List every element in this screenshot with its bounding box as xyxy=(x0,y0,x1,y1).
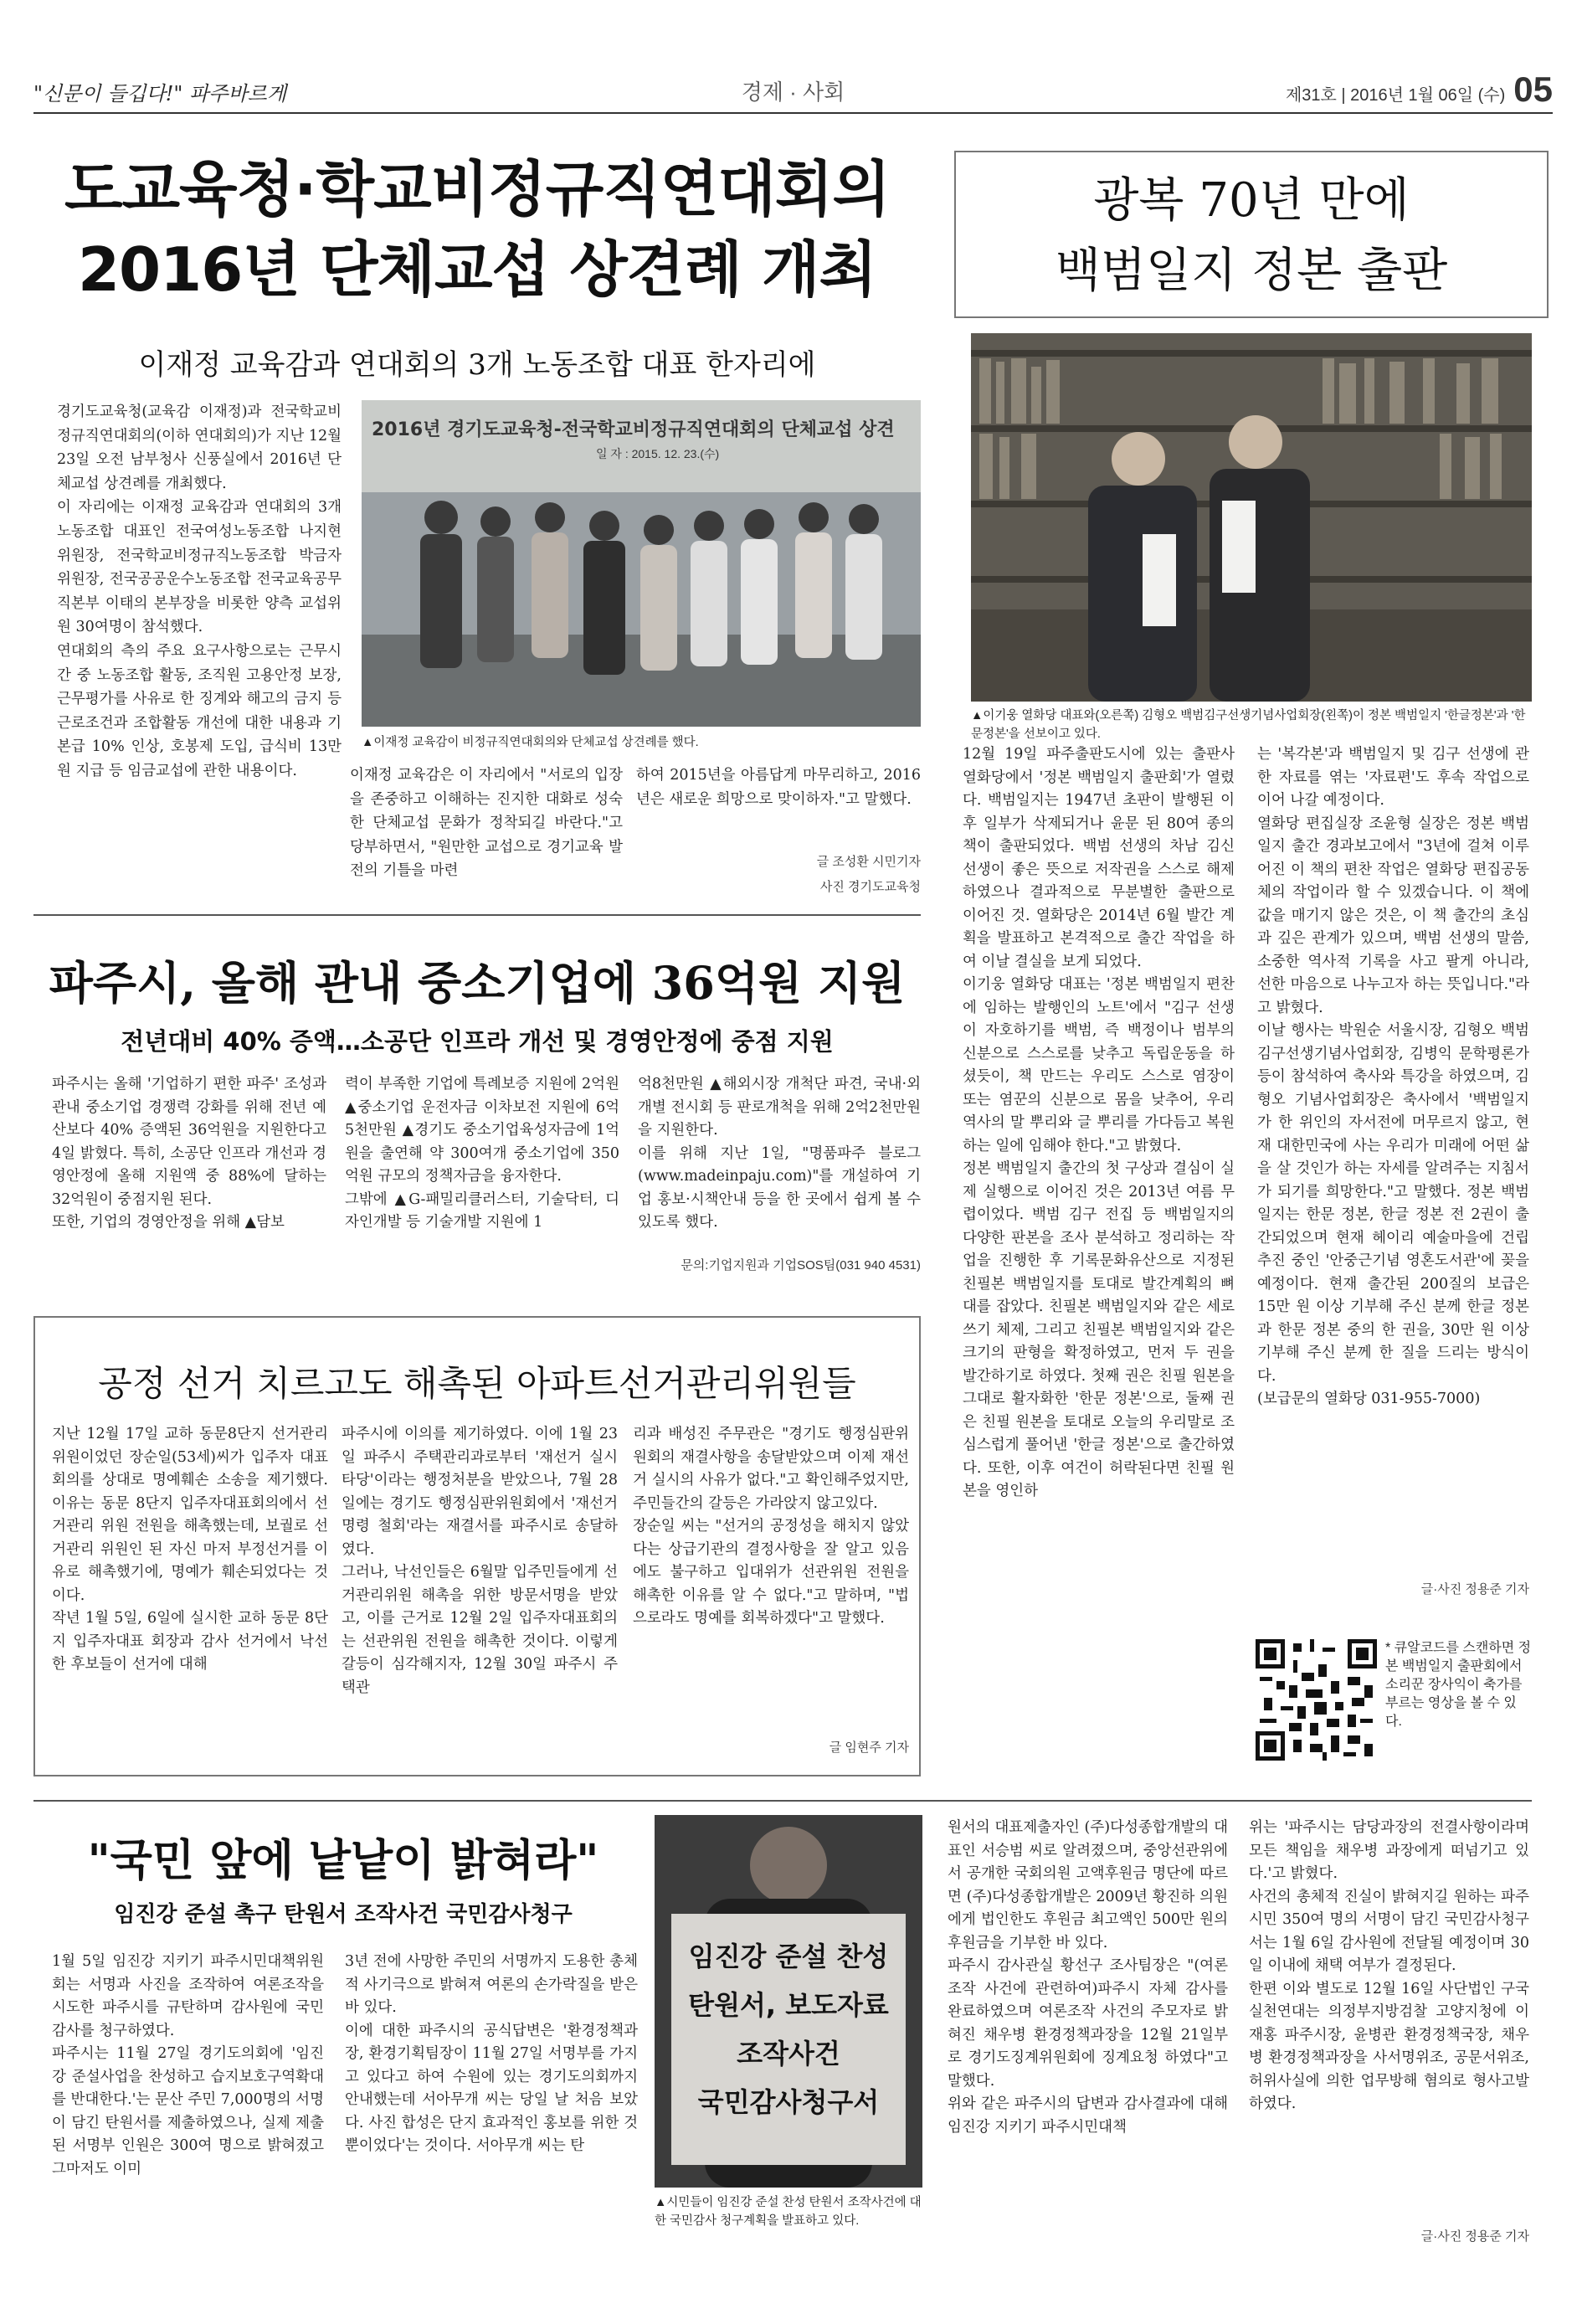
article1-photo xyxy=(362,400,921,727)
article1-title-line1: 도교육청·학교비정규직연대회의 xyxy=(64,154,891,224)
article4-title-line1: 광복 70년 만에 xyxy=(1093,173,1410,228)
article3-credit: 글 임현주 기자 xyxy=(829,1740,909,1755)
banner-text: 2016년 경기도교육청-전국학교비정규직연대회의 단체교섭 상견 xyxy=(372,419,895,440)
page-header xyxy=(33,65,1553,114)
issue-info xyxy=(1285,69,1553,109)
article2-col1: 파주시는 올해 '기업하기 편한 파주' 조성과 관내 중소기업 경쟁력 강화를 위해 전년 예산보다 40% 증액된 36억원을 지원한다고 4일 밝혔다. 특히, 소공단 인프라 개선과 경영안정에 올해 지원액 중 88%에 달하는 32억원이 중점지원 된다. 또한, 기업의 경영안정을 위해 ▲담보 xyxy=(52,1076,326,1231)
sign-line3: 조작사건 xyxy=(737,2038,840,2069)
article5-col1: 1월 5일 임진강 지키기 파주시민대책위원회는 서명과 사진을 조작하여 여론조작을 시도한 파주시를 규탄하며 감사원에 국민감사를 청구하였다. 파주시는 11월 27일 경기도의회에 '임진강 준설사업을 찬성하고 습지보호구역확대를 반대한다.'는 문산 주민 7,000명의 서명이 담긴 탄원서를 제출하였으나, 실제 제출된 서명부 인원은 300여 명으로 밝혀졌고 그마저도 이미 xyxy=(52,1953,324,2177)
article2-subtitle: 전년대비 40% 증액…소공단 인프라 개선 및 경영안정에 중점 지원 xyxy=(121,1027,834,1056)
article2-contact: 문의:기업지원과 기업SOS팀(031 940 4531) xyxy=(681,1258,921,1273)
article4-photo-caption: ▲이기웅 열화당 대표와(오른쪽) 김형오 백범김구선생기념사업회장(왼쪽)이 정본 백범일지 '한글정본'과 '한문정본'을 선보이고 있다. xyxy=(971,709,1526,741)
qr-code-icon xyxy=(1256,1639,1377,1761)
article1-title-line2: 2016년 단체교섭 상견례 개최 xyxy=(77,234,877,305)
article3-title: 공정 선거 치르고도 해촉된 아파트선거관리위원들 xyxy=(98,1363,856,1404)
sign-line1: 임진강 준설 찬성 xyxy=(688,1941,889,1972)
article1-col3: 하여 2015년을 아름답게 마무리하고, 2016년은 새로운 희망으로 맞이하자."고 말했다. xyxy=(636,767,921,808)
article1-col2: 이재정 교육감은 이 자리에서 "서로의 입장을 존중하고 이해하는 진지한 대화로 성숙한 단체교섭 문화가 정착되길 바란다."고 당부하면서, "원만한 교섭으로 경기교육 발전의 기틀을 마련 xyxy=(350,767,623,880)
article4-col1: 12월 19일 파주출판도시에 있는 출판사 열화당에서 '정본 백범일지 출판회'가 열렸다. 백범일지는 1947년 초판이 발행된 이후 일부가 삭제되거나 윤문 된 80여 종의 책이 출판되었다. 백범 선생의 차남 김신 선생이 좋은 뜻으로 저작권을 스스로 해제하였으나 결과적으로 무분별한 출판으로 이어진 것. 열화당은 2014년 6월 발간 계획을 발표하고 본격적으로 출간 작업을 하여 이날 결실을 보게 되었다. 이기웅 열화당 대표는 '정본 백범일지 편찬에 임하는 발행인의 노트'에서 "김구 선생이 자호하기를 백범, 즉 백정이나 범부의 신분으로 스스로를 낮추고 독립운동을 하셨듯이, 책 만드는 우리도 스스로 염장이 또는 염꾼의 신분으로 몸을 낮추어, 우리 역사의 말 뿌리와 글 뿌리를 가다듬고 복원하는 일에 임해야 한다."고 밝혔다. 정본 백범일지 출간의 첫 구상과 결심이 실제 실행으로 이어진 것은 2013년 여름 무렵이었다. 백범 김구 전집 등 백범일지의 다양한 판본을 조사 분석하고 정리하는 작업을 진행한 후 기록문화유산으로 지정된 친필본 백범일지를 토대로 발간계획의 뼈대를 잡았다. 친필본 백범일지와 같은 세로쓰기 체제, 그리고 친필본 백범일지와 같은 크기의 판형을 확정하였고, 먼저 두 권을 발간하기로 하였다. 첫째 권은 친필 원본을 그대로 활자화한 '한문 정본'으로, 둘째 권은 친필 원본을 토대로 오늘의 우리말로 조심스럽게 풀어낸 '한글 정본'으로 출간하였다. 또한, 이후 여건이 허락된다면 친필 원본을 영인하 xyxy=(963,746,1235,1499)
article4-credit: 글·사진 정용준 기자 xyxy=(1420,1582,1529,1596)
article2-col2: 력이 부족한 기업에 특례보증 지원에 2억원 ▲중소기업 운전자금 이차보전 지원에 6억5천만원 ▲경기도 중소기업육성자금에 1억원을 출연해 약 300여개 중소기업에 350억원 규모의 정책자금을 융자한다. 그밖에 ▲G-패밀리클러스터, 기술닥터, 디자인개발 등 기술개발 지원에 1 xyxy=(345,1076,619,1231)
article1-col1: 경기도교육청(교육감 이재정)과 전국학교비정규직연대회의(이하 연대회의)가 지난 12월 23일 오전 남부청사 신풍실에서 2016년 단체교섭 상견례를 개최했다. 이 자리에는 이재정 교육감과 연대회의 3개 노동조합 대표인 전국여성노동조합 나지현 위원장, 전국학교비정규직노동조합 박금자 위원장, 전국공공운수노동조합 전국교육공무직본부 이태의 본부장을 비롯한 양측 교섭위원 30여명이 참석했다. 연대회의 측의 주요 요구사항으로는 근무시간 중 노동조합 활동, 조직원 고용안정 보장, 근무평가를 사유로 한 징계와 해고의 금지 등 근로조건과 조합활동 개선에 대한 내용과 기본급 10% 인상, 호봉제 도입, 급식비 13만원 지급 등 임금교섭에 관한 내용이다. xyxy=(57,404,342,779)
page-number: 05 xyxy=(1513,69,1553,109)
article1-credit-writer: 글 조성환 시민기자 xyxy=(816,855,921,869)
article4-photo xyxy=(971,333,1532,702)
article1-credit-photo: 사진 경기도교육청 xyxy=(819,880,921,894)
article4-col2: 는 '복각본'과 백범일지 및 김구 선생에 관한 자료를 엮는 '자료편'도 후속 작업으로 이어 나갈 예정이다. 열화당 편집실장 조윤형 실장은 정본 백범일지 출간 경과보고에서 "3년에 걸쳐 이루어진 이 책의 편찬 작업은 열화당 편집공동체의 작업이라 할 수 있겠습니다. 이 책에 값을 매기지 않은 것은, 이 책 출간의 초심과 깊은 관계가 있으며, 백범 선생의 말씀, 소중한 역사적 기록을 사고 팔게 아니라, 선한 마음으로 나누고자 하는 뜻입니다."라고 밝혔다. 이날 행사는 박원순 서울시장, 김형오 백범김구선생기념사업회장, 김병익 문학평론가 등이 참석하여 축사와 특강을 하였으며, 김형오 기념사업회장은 축사에서 '백범일지가 한 위인의 자서전에 머무르지 않고, 현재 대한민국에 사는 우리가 미래에 어떤 삶을 살 것인가 하는 자세를 알려주는 지침서가 되기를 희망한다."고 말했다. 정본 백범일지는 한문 정본, 한글 정본 전 2권이 출간되었으며 현재 헤이리 예술마을에 건립 추진 중인 '안중근기념 영혼도서관'에 꽂을 예정이다. 현재 출간된 200질의 보급은 15만 원 이상 기부해 주신 분께 한글 정본과 한문 정본 중의 한 권을, 30만 원 이상 기부해 주신 분께 한 질을 드리는 방식이다. (보급문의 열화당 031-955-7000) xyxy=(1257,746,1529,1407)
article5-photo-caption: ▲시민들이 임진강 준설 찬성 탄원서 조작사건에 대한 국민감사 청구계획을 발표하고 있다. xyxy=(655,2196,922,2228)
protest-sign xyxy=(671,1932,906,2126)
article1-photo-caption: ▲이재정 교육감이 비정규직연대회의와 단체교섭 상견례를 했다. xyxy=(362,736,699,749)
sign-line2: 탄원서, 보도자료 xyxy=(688,1989,889,2021)
article3-col2: 파주시에 이의를 제기하였다. 이에 1월 23일 파주시 주택관리과로부터 '재선거 실시 타당'이라는 행정처분을 받았으나, 7월 28일에는 경기도 행정심판위원회에서 '재선거 명령 철회'라는 재결서를 파주시로 송달하였다. 그러나, 낙선인들은 6월말 입주민들에게 선거관리위원 해촉을 위한 방문서명을 받았고, 이를 근거로 12월 2일 입주자대표회의는 선관위원 전원을 해촉한 것이다. 이렇게 갈등이 심각해지자, 12월 30일 파주시 주택관 xyxy=(342,1426,618,1696)
article5-subtitle: 임진강 준설 촉구 탄원서 조작사건 국민감사청구 xyxy=(114,1902,573,1927)
article2-col3: 억8천만원 ▲해외시장 개척단 파견, 국내·외 개별 전시회 등 판로개척을 위해 2억2천만원을 지원한다. 이를 위해 지난 1일, "명품파주 블로그(www.madeinpaju.com)"를 개설하여 기업 홍보·시책안내 등을 한 곳에서 쉽게 볼 수 있도록 했다. xyxy=(638,1076,921,1231)
article3-col1: 지난 12월 17일 교하 동문8단지 선거관리 위원이었던 장순일(53세)씨가 입주자 대표회의를 상대로 명예훼손 소송을 제기했다. 이유는 동문 8단지 입주자대표회의에서 선거관리 위원 전원을 해촉했는데, 보궐로 선거관리 위원인 된 자신 마저 부정선거를 이유로 해촉했기에, 명예가 훼손되었다는 것이다. 작년 1월 5일, 6일에 실시한 교하 동문 8단지 입주자대표 회장과 감사 선거에서 낙선한 후보들이 선거에 대해 xyxy=(52,1426,328,1673)
article1-photo-banner-date: 일 자 : 2015. 12. 23.(수) xyxy=(596,447,720,460)
article4-title-line2: 백범일지 정본 출판 xyxy=(1055,244,1448,298)
article2-title: 파주시, 올해 관내 중소기업에 36억원 지원 xyxy=(49,956,906,1010)
sign-line4: 국민감사청구서 xyxy=(697,2086,880,2118)
qr-note: * 큐알코드를 스캔하면 정본 백범일지 출판회에서 소리꾼 장사익이 축가를 부르는 영상을 볼 수 있다. xyxy=(1385,1641,1532,1729)
article5-title: "국민 앞에 낱낱이 밝혀라" xyxy=(87,1835,599,1886)
article5-photo xyxy=(655,1815,922,2188)
article4-title xyxy=(954,166,1549,306)
article5-col3: 원서의 대표제출자인 (주)다성종합개발의 대표인 서승범 씨로 알려졌으며, 중앙선관위에서 공개한 국회의원 고액후원금 명단에 따르면 (주)다성종합개발은 2009년 황진하 의원에게 법인한도 후원금 최고액인 500만 원의 후원금을 기부한 바 있다. 파주시 감사관실 황선구 조사팀장은 "(여론조작 사건에 관련하여)파주시 자체 감사를 완료하였으며 여론조작 사건의 주모자로 밝혀진 채우병 환경정책과장을 12월 21일부로 경기도징계위원회에 징계요청 하였다"고 말했다. 위와 같은 파주시의 답변과 감사결과에 대해 임진강 지키기 파주시민대책 xyxy=(948,1819,1228,2136)
article5-credit: 글·사진 정용준 기자 xyxy=(1420,2229,1529,2244)
article1-photo-banner xyxy=(372,415,916,441)
article5-top-rule xyxy=(33,1800,1532,1802)
article5-col2: 3년 전에 사망한 주민의 서명까지 도용한 총체적 사기극으로 밝혀져 여론의 손가락질을 받은 바 있다. 이에 대한 파주시의 공식답변은 '환경정책과장, 환경기획팀장이 11월 27일 서명부를 가지고 있다고 하여 수원에 있는 경기도의회까지 안내했는데 서아무개 씨는 당일 날 처음 보았다. 사진 합성은 단지 효과적인 홍보를 위한 것뿐이었다'는 것이다. 서아무개 씨는 탄 xyxy=(345,1953,638,2154)
article2-top-rule xyxy=(33,914,921,916)
masthead-logo: "신문이 들깁다!" 파주바르게 xyxy=(33,82,287,105)
qr-code[interactable] xyxy=(1256,1639,1377,1761)
article3-col3: 리과 배성진 주무관은 "경기도 행정심판위원회의 재결사항을 송달받았으며 이제 재선거 실시의 사유가 없다."고 확인해주었지만, 주민들간의 갈등은 가라앉지 않고있다. 장순일 씨는 "선거의 공정성을 해치지 않았다는 상급기관의 결정사항을 잘 알고 있음에도 불구하고 입대위가 선관위원 전원을 해촉한 이유를 알 수 없다."고 말하며, "법으로라도 명예를 회복하겠다"고 말했다. xyxy=(633,1426,909,1627)
section-label: 경제 · 사회 xyxy=(741,80,845,105)
article5-col4: 위는 '파주시는 담당과장의 전결사항이라며 모든 책임을 채우병 과장에게 떠넘기고 있다.'고 밝혔다. 사건의 총체적 진실이 밝혀지길 원하는 파주시민 350여 명의 서명이 담긴 국민감사청구서는 1월 6일 감사원에 전달될 예정이며 30일 이내에 채택 여부가 결정된다. 한편 이와 별도로 12월 16일 사단법인 구국실천연대는 의정부지방검찰 고양지청에 이재홍 파주시장, 윤병관 환경정책국장, 채우병 환경정책과장을 사서명위조, 공문서위조, 허위사실에 의한 업무방해 혐의로 형사고발 하였다. xyxy=(1249,1819,1529,2112)
issue-date: 제31호 | 2016년 1월 06일 (수) xyxy=(1285,86,1506,105)
article1-subtitle: 이재정 교육감과 연대회의 3개 노동조합 대표 한자리에 xyxy=(138,348,816,382)
article4-photo-image xyxy=(971,333,1532,702)
article1-title xyxy=(33,149,921,310)
